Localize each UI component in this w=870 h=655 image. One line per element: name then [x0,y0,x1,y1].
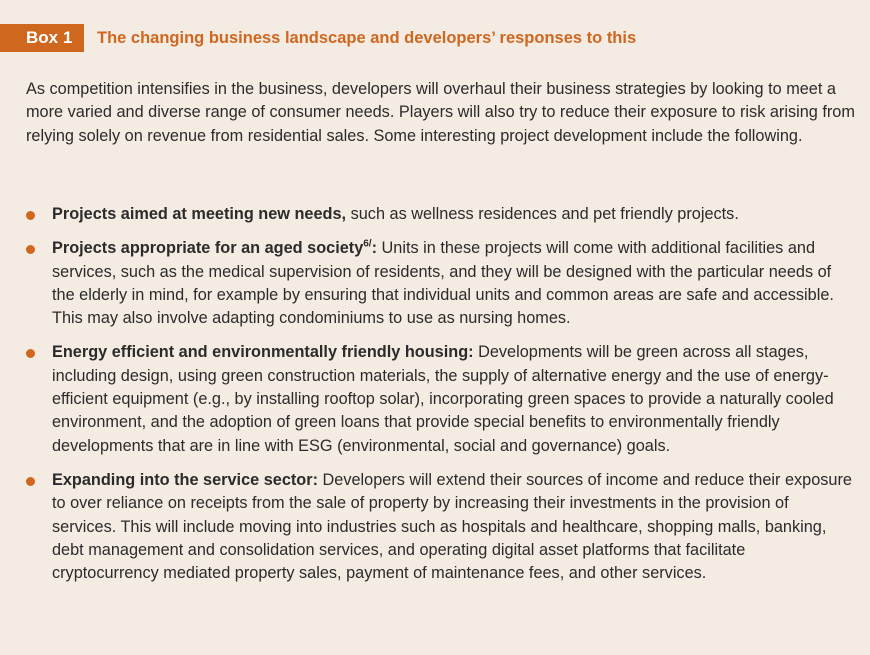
footnote-marker[interactable]: 6/ [363,238,372,250]
box-label: Box 1 [0,24,84,52]
bullet-dot-icon [26,477,35,486]
bullet-item-new-needs [26,203,856,226]
intro-paragraph: As competition intensifies in the business, developers will overhaul their business strategies by looking to meet a more varied and diverse range of consumer needs. Players will also try to reduce their exposure to risk arising from relying solely on revenue from residential sales. Some interesting project development include the following. [26,80,855,145]
bullet-lead: Projects aimed at meeting new needs, [52,205,347,223]
bullet-text: Developments will be green across all stages, including design, using green construction materials, the supply of alternative energy and the use of energy-efficient equipment (e.g., by installing rooftop solar), incorporating green spaces to provide a naturally cooled environment, and the adoption of green loans that provide special benefits to environmentally friendly developments that are in line with ESG (environmental, social and governance) goals. [52,343,834,455]
box-title: The changing business landscape and developers’ responses to this [97,28,637,47]
bullet-text: Developers will extend their sources of income and reduce their exposure to over reliance on receipts from the sale of property by increasing their investments in the provision of services. This will include moving into industries such as hospitals and healthcare, shopping malls, banking, debt management and consolidation services, and operating digital asset platforms that facilitate cryptocurrency mediated property sales, payment of maintenance fees, and other services. [52,470,852,583]
bullet-lead: Energy efficient and environmentally friendly housing: [52,343,474,362]
bullet-item-aged-society [26,237,856,330]
box-header [0,24,636,52]
bullet-dot-icon [26,211,35,220]
bullet-item-service-sector [26,469,856,585]
bullet-dot-icon [26,349,35,358]
bullet-text: Units in these projects will come with additional facilities and services, such as the medical supervision of residents, and they will be designed with the particular needs of the elderly in mind, for example by ensuring that individual units and common areas are safe and accessible. This may also involve adapting condominiums to use as nursing homes. [52,239,834,328]
bullet-dot-icon [26,245,35,254]
bullet-lead: Expanding into the service sector: [52,470,318,489]
bullet-item-green-housing [26,341,856,457]
bullet-text: such as wellness residences and pet friendly projects. [346,205,739,223]
bullet-list [26,203,856,596]
bullet-lead-suffix: : [371,239,378,258]
bullet-lead: Projects appropriate for an aged society [52,239,364,258]
